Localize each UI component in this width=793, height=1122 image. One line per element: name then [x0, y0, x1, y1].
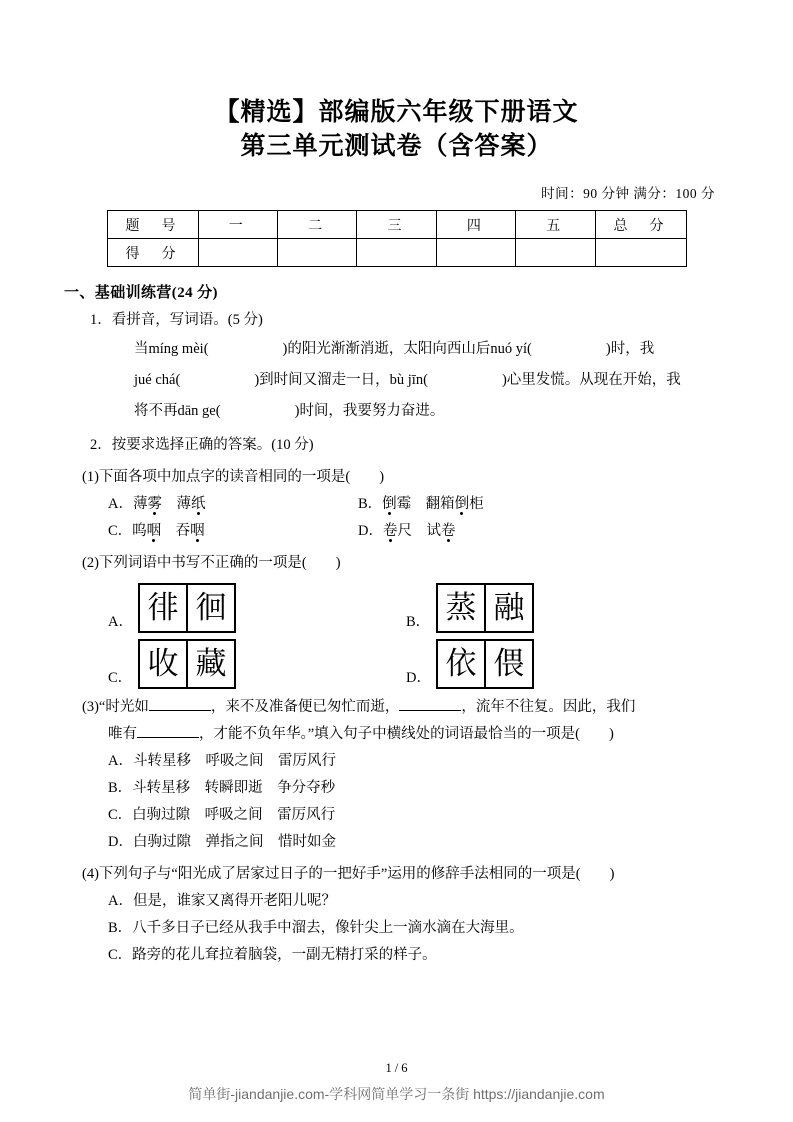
question-1-line-3: 将不再dān ge( )时间，我要努力奋进。 [134, 403, 445, 419]
q1-l1-pinyin-1: míng mèi [148, 341, 204, 357]
question-2-3-stem-line-1 [82, 694, 729, 721]
option-c-word-2: 吞咽 [175, 523, 205, 539]
option-text: 斗转星移 转瞬即逝 争分夺秒 [132, 780, 336, 796]
option-d[interactable] [358, 523, 455, 539]
score-value-cell [516, 239, 595, 267]
grid-char: 偎 [484, 641, 532, 687]
answer-blank[interactable] [399, 710, 461, 711]
option-d-word-1: 卷尺 [382, 523, 412, 539]
footer-brand: 简单街-jiandanjie.com-学科网简单学习一条街 https://jiandanjie.com [188, 1086, 605, 1102]
title-line-1: 【精选】部编版六年级下册语文 [214, 99, 579, 126]
q2-4-option-c[interactable] [108, 942, 729, 969]
question-2-1-options-row-2 [108, 518, 729, 545]
table-row [107, 239, 686, 267]
q2-3-text-d: 唯有 [108, 726, 137, 742]
option-key: C． [108, 807, 133, 823]
grid-char: 依 [445, 645, 477, 682]
question-2-text: 按要求选择正确的答案。(10 分) [111, 437, 314, 453]
q2-3-text-b: ，来不及准备便已匆忙而逝， [210, 699, 400, 715]
q1-l2-mid: 到时间又溜走一日， [259, 372, 390, 388]
answer-blank[interactable] [137, 737, 199, 738]
score-header-cell: 一 [198, 211, 277, 239]
q2-1-label: (1) [82, 469, 99, 485]
grid-char: 融 [484, 585, 532, 631]
q1-l1-mid: 的阳光渐渐消逝，太阳向西山后 [287, 341, 491, 357]
q2-3-text-c: ，流年不往复。因此，我们 [461, 699, 636, 715]
question-1-line-1: 当míng mèi( )的阳光渐渐消逝，太阳向西山后nuó yí( )时，我 [134, 341, 655, 357]
option-text: 路旁的花儿耷拉着脑袋，一副无精打采的样子。 [132, 947, 437, 963]
grid-option-c-key: C． [108, 670, 133, 686]
option-a[interactable] [108, 491, 358, 518]
question-2-2-stem [82, 550, 729, 577]
q2-2-label: (2) [82, 555, 99, 571]
q2-3-option-a[interactable] [108, 748, 729, 775]
q1-l1-pinyin-2: nuó yí [490, 341, 528, 357]
q2-4-option-a[interactable] [108, 888, 729, 915]
grid-option-a-key: A． [108, 614, 133, 630]
question-2-4-stem [82, 861, 729, 888]
option-c-key: C． [108, 523, 133, 539]
option-key: A． [108, 893, 133, 909]
q2-4-label: (4) [82, 866, 99, 882]
page-separator: / [394, 1061, 399, 1075]
option-b-key: B． [358, 496, 383, 512]
question-2-2-grid-row-2 [108, 639, 729, 689]
question-1-text: 看拼音，写词语。(5 分) [111, 312, 263, 328]
question-2-3-stem-line-2 [108, 721, 729, 748]
score-header-cell: 四 [436, 211, 515, 239]
option-key: C． [108, 947, 133, 963]
option-b-word-1: 倒霉 [382, 496, 412, 512]
q1-l2-pinyin-2: bù jīn [389, 372, 424, 388]
question-2 [90, 432, 729, 459]
q2-2-text: 下列词语中书写不正确的一项是( ) [98, 555, 341, 571]
option-b-word-2: 翻箱倒柜 [425, 496, 484, 512]
option-b[interactable] [358, 496, 484, 512]
option-key: B． [108, 920, 133, 936]
grid-char: 收 [147, 645, 179, 682]
q2-3-text-a: “时光如 [98, 699, 149, 715]
page-number [0, 1061, 793, 1076]
option-a-word-1: 薄雾 [132, 496, 162, 512]
q2-1-text: 下面各项中加点字的读音相同的一项是( ) [98, 469, 385, 485]
score-value-cell [357, 239, 436, 267]
q2-3-option-b[interactable] [108, 775, 729, 802]
score-value-cell [198, 239, 277, 267]
option-a-key: A． [108, 496, 133, 512]
exam-meta: 时间：90 分钟 满分：100 分 [541, 186, 715, 201]
score-header-cell: 三 [357, 211, 436, 239]
q1-l3-pinyin: dān ge [177, 403, 216, 419]
grid-option-d[interactable] [436, 639, 534, 689]
option-c[interactable] [108, 518, 358, 545]
score-header-cell: 题 号 [107, 211, 198, 239]
grid-char: 徊 [186, 585, 234, 631]
q1-l3-pre: 将不再 [134, 403, 178, 419]
score-value-cell [595, 239, 686, 267]
option-d-word-2: 试卷 [426, 523, 456, 539]
question-1-line-2: jué chá( )到时间又溜走一日，bù jīn( )心里发慌。从现在开始，我 [134, 372, 681, 388]
score-value-cell [436, 239, 515, 267]
grid-char: 徘 [147, 589, 179, 626]
question-1 [90, 307, 729, 334]
q2-3-option-c[interactable] [108, 802, 729, 829]
q1-l2-pinyin-1: jué chá [134, 372, 176, 388]
question-2-number: 2． [90, 437, 112, 453]
q1-l3-post: 时间，我要努力奋进。 [299, 403, 445, 419]
question-2-1-stem [82, 464, 729, 491]
title-line-2: 第三单元测试卷（含答案） [240, 133, 553, 160]
q1-l2-post: 心里发慌。从现在开始，我 [506, 372, 681, 388]
grid-char: 蒸 [445, 589, 477, 626]
grid-option-d-key: D． [406, 670, 431, 686]
q1-l1-post: 时，我 [610, 341, 655, 357]
answer-blank[interactable] [149, 710, 211, 711]
grid-option-a[interactable] [138, 583, 236, 633]
option-a-word-2: 薄纸 [176, 496, 206, 512]
option-key: D． [108, 834, 133, 850]
score-header-cell: 五 [516, 211, 595, 239]
page-title [64, 0, 729, 164]
page-current: 1 [385, 1061, 392, 1075]
question-1-number: 1． [90, 312, 112, 328]
score-value-cell [277, 239, 356, 267]
score-value-cell: 得 分 [107, 239, 198, 267]
table-row [107, 211, 686, 239]
option-text: 白驹过隙 呼吸之间 雷厉风行 [132, 807, 336, 823]
score-table [107, 210, 687, 267]
option-text: 但是，谁家又离得开老阳儿呢？ [132, 893, 336, 909]
option-d-key: D． [358, 523, 383, 539]
q2-4-text: 下列句子与“阳光成了居家过日子的一把好手”运用的修辞手法相同的一项是( ) [98, 866, 615, 882]
grid-char: 藏 [186, 641, 234, 687]
grid-option-c[interactable] [138, 639, 236, 689]
q2-3-label: (3) [82, 699, 99, 715]
option-text: 白驹过隙 弹指之间 惜时如金 [132, 834, 336, 850]
q1-l1-pre: 当 [134, 341, 149, 357]
option-key: A． [108, 753, 133, 769]
grid-option-b[interactable] [436, 583, 534, 633]
q2-3-option-d[interactable] [108, 829, 729, 856]
score-header-cell: 总 分 [595, 211, 686, 239]
grid-option-b-key: B． [406, 614, 431, 630]
question-2-1-options-row-1 [108, 491, 729, 518]
option-text: 八千多日子已经从我手中溜去，像针尖上一滴水滴在大海里。 [132, 920, 524, 936]
q2-4-option-b[interactable] [108, 915, 729, 942]
option-c-word-1: 呜咽 [132, 523, 162, 539]
page-total: 6 [401, 1061, 408, 1075]
section-heading-1: 一、基础训练营(24 分) [64, 285, 218, 301]
option-key: B． [108, 780, 133, 796]
q2-3-text-e: ，才能不负年华。”填入句子中横线处的词语最恰当的一项是( ) [199, 726, 614, 742]
question-2-2-grid-row-1 [108, 583, 729, 633]
option-text: 斗转星移 呼吸之间 雷厉风行 [132, 753, 336, 769]
score-header-cell: 二 [277, 211, 356, 239]
